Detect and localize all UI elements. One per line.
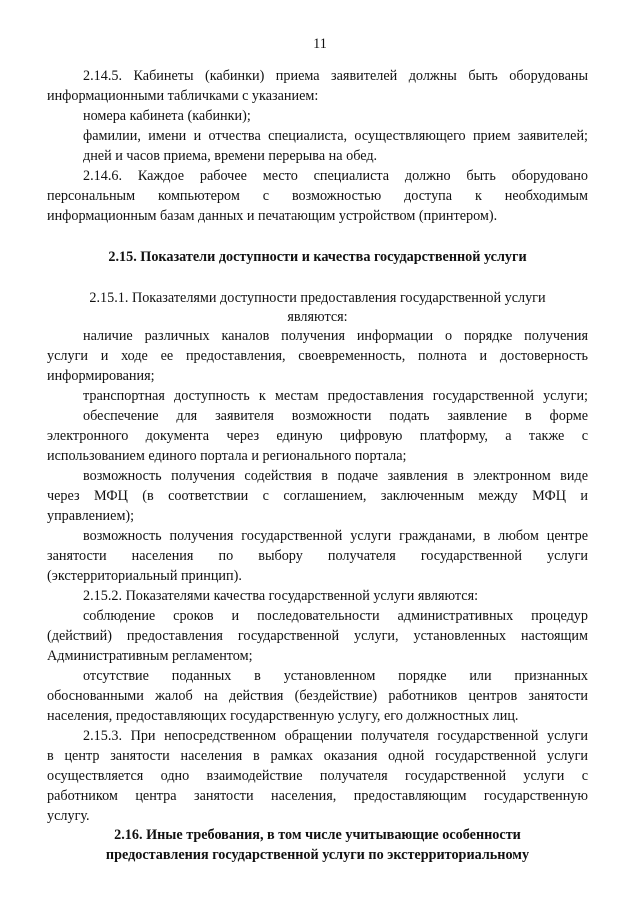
paragraph-2-14-5-line-2: информационными табличками с указанием: xyxy=(47,88,319,104)
list-item-channels-line-1: наличие различных каналов получения информации о порядке получения xyxy=(83,328,588,344)
paragraph-2-15-3-line-2: в центр занятости населения в рамках оказания одной государственной услуги xyxy=(47,748,588,764)
list-item-deadlines-line-2: (действий) предоставления государственной услуги, установленных настоящим xyxy=(47,628,588,644)
list-item-complaints-line-2: обоснованными жалоб на действия (бездействие) работников центров занятости xyxy=(47,688,588,704)
paragraph-2-15-3-line-4: работником центра занятости населения, предоставляющим государственную xyxy=(47,788,588,804)
section-2-16-heading-line-1: 2.16. Иные требования, в том числе учитывающие особенности xyxy=(114,827,521,843)
section-2-16-heading-line-2: предоставления государственной услуги по экстерриториальному xyxy=(105,847,530,863)
paragraph-2-15-1-line-2: являются: xyxy=(287,309,348,325)
paragraph-2-15-3-line-5: услугу. xyxy=(47,808,90,824)
list-item-days-hours: дней и часов приема, времени перерыва на обед. xyxy=(83,148,378,164)
paragraph-2-15-3-line-3: осуществляется одно взаимодействие получателя государственной услуги с xyxy=(47,768,588,784)
list-item-complaints-line-3: населения, предоставляющих государственную услугу, его должностных лиц. xyxy=(47,708,519,724)
list-item-channels-line-3: информирования; xyxy=(47,368,155,384)
page-number: 11 xyxy=(313,36,327,52)
list-item-mfc-line-2: через МФЦ (в соответствии с соглашением, заключенным между МФЦ и xyxy=(47,488,588,504)
list-item-electronic-line-2: электронного документа через единую цифровую платформу, а также с xyxy=(47,428,588,444)
list-item-extraterritorial-line-2: занятости населения по выбору получателя государственной услуги xyxy=(47,548,588,564)
list-item-channels-line-2: услуги и ходе ее предоставления, своевременность, полнота и достоверность xyxy=(47,348,588,364)
paragraph-2-15-1-line-1: 2.15.1. Показателями доступности предоставления государственной услуги xyxy=(89,290,546,306)
list-item-deadlines-line-1: соблюдение сроков и последовательности административных процедур xyxy=(83,608,588,624)
paragraph-2-14-6-line-3: информационным базам данных и печатающим устройством (принтером). xyxy=(47,208,498,224)
paragraph-2-15-2: 2.15.2. Показателями качества государственной услуги являются: xyxy=(83,588,479,604)
paragraph-2-14-6-line-2: персональным компьютером с возможностью доступа к необходимым xyxy=(47,188,588,204)
list-item-extraterritorial-line-1: возможность получения государственной услуги гражданами, в любом центре xyxy=(83,528,588,544)
list-item-transport: транспортная доступность к местам предоставления государственной услуги; xyxy=(83,388,588,404)
paragraph-2-14-5-line-1: 2.14.5. Кабинеты (кабинки) приема заявителей должны быть оборудованы xyxy=(83,68,588,84)
paragraph-2-15-3-line-1: 2.15.3. При непосредственном обращении получателя государственной услуги xyxy=(83,728,588,744)
list-item-extraterritorial-line-3: (экстерриториальный принцип). xyxy=(47,568,242,584)
paragraph-2-14-6-line-1: 2.14.6. Каждое рабочее место специалиста должно быть оборудовано xyxy=(83,168,588,184)
list-item-complaints-line-1: отсутствие поданных в установленном порядке или признанных xyxy=(83,668,588,684)
list-item-electronic-line-1: обеспечение для заявителя возможности подать заявление в форме xyxy=(83,408,588,424)
list-item-electronic-line-3: использованием единого портала и регионального портала; xyxy=(47,448,407,464)
list-item-specialist-name: фамилии, имени и отчества специалиста, осуществляющего прием заявителей; xyxy=(83,128,588,144)
list-item-mfc-line-1: возможность получения содействия в подаче заявления в электронном виде xyxy=(83,468,588,484)
list-item-mfc-line-3: управлением); xyxy=(47,508,135,524)
list-item-deadlines-line-3: Административным регламентом; xyxy=(47,648,253,664)
section-2-15-heading: 2.15. Показатели доступности и качества государственной услуги xyxy=(108,249,527,265)
list-item-room-number: номера кабинета (кабинки); xyxy=(83,108,251,124)
